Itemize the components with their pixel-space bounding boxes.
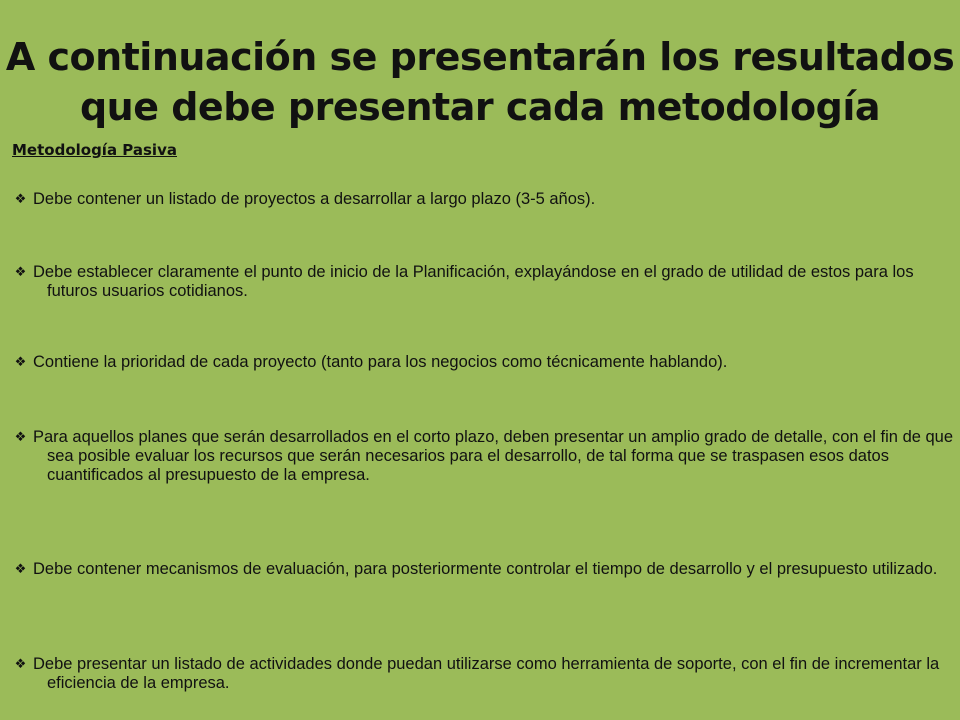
bullet-text: Debe establecer claramente el punto de inicio de la Planificación, explayándose en el grado de utilidad de estos para los futuros usuarios cotidianos.: [33, 263, 914, 300]
bullet-text: Debe presentar un listado de actividades donde puedan utilizarse como herramienta de soporte, con el fin de incrementar la eficiencia de la empresa.: [33, 655, 940, 692]
slide-title: A continuación se presentarán los resultados que debe presentar cada metodología: [5, 35, 955, 129]
bullet-item: [14, 352, 958, 372]
bullet-item: [14, 654, 958, 693]
bullet-item: [14, 262, 958, 301]
diamond-bullet-icon: ❖: [14, 354, 27, 369]
bullet-text: Debe contener mecanismos de evaluación, para posteriormente controlar el tiempo de desarrollo y el presupuesto utilizado.: [33, 560, 938, 578]
bullet-text: Contiene la prioridad de cada proyecto (tanto para los negocios como técnicamente hablando).: [33, 353, 728, 371]
diamond-bullet-icon: ❖: [14, 429, 27, 444]
bullet-text: Debe contener un listado de proyectos a desarrollar a largo plazo (3-5 años).: [33, 190, 596, 208]
diamond-bullet-icon: ❖: [14, 656, 27, 671]
diamond-bullet-icon: ❖: [14, 264, 27, 279]
section-heading: Metodología Pasiva: [12, 141, 177, 159]
diamond-bullet-icon: ❖: [14, 191, 27, 206]
bullet-item: [14, 427, 958, 485]
bullet-item: [14, 189, 958, 209]
diamond-bullet-icon: ❖: [14, 561, 27, 576]
bullet-text: Para aquellos planes que serán desarrollados en el corto plazo, deben presentar un amplio grado de detalle, con el fin de que sea posible evaluar los recursos que serán necesarios para el desarrollo, de tal forma que se traspasen esos datos cuantificados al presupuesto de la empresa.: [33, 428, 954, 484]
bullet-item: [14, 559, 958, 579]
